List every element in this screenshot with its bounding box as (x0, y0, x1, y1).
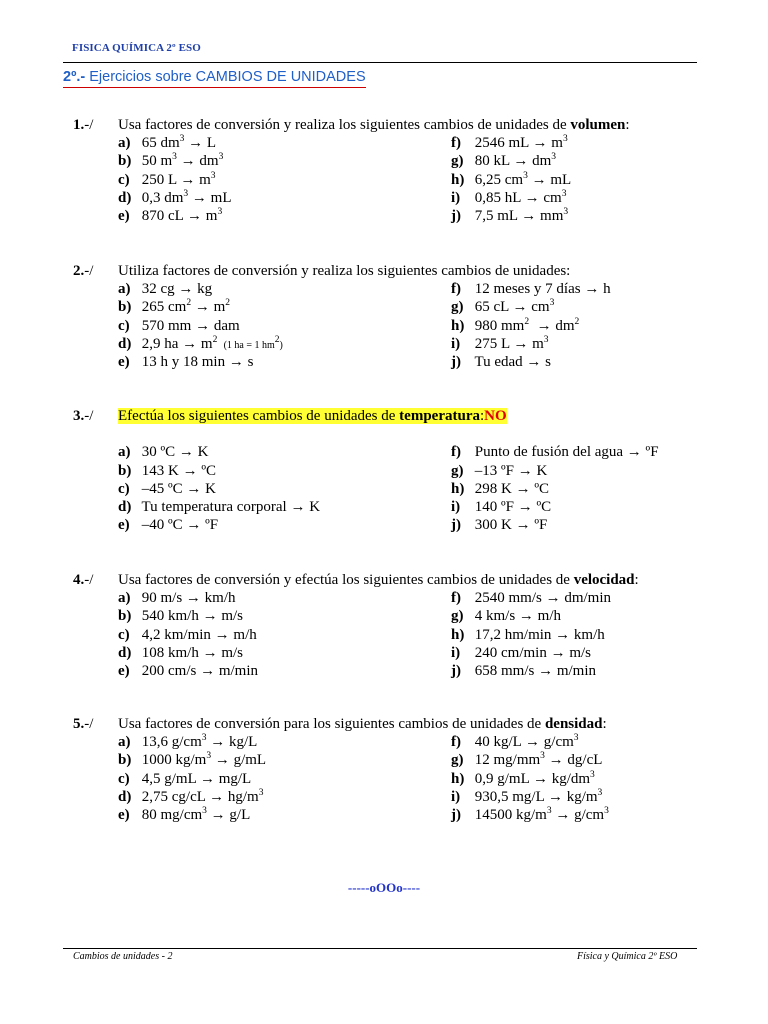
items-right (451, 134, 571, 225)
list-item: j) 7,5 mL → $mm^3$ (451, 206, 569, 224)
items-left (118, 589, 258, 680)
list-item: g) 65 cL → $cm^3$ (451, 298, 555, 316)
list-item: i) 240 cm/min → m/s (451, 644, 591, 661)
list-item: b) 265 $cm^2 \to m^2$ (118, 298, 230, 316)
list-item: f) Punto de fusión del agua → ºF (451, 444, 659, 461)
list-item: a) 90 m/s → km/h (118, 590, 236, 607)
items-left (118, 733, 266, 824)
list-item: i) 0,85 hL → $cm^3$ (451, 188, 567, 206)
title-text: Ejercicios sobre (85, 69, 196, 85)
page-title (63, 69, 366, 88)
items-right (451, 443, 659, 534)
list-item: g) 4 km/s → m/h (451, 608, 562, 625)
list-item: a) 32 cg → kg (118, 281, 213, 298)
items-right (451, 733, 609, 824)
exercise-intro: Usa factores de conversión y realiza los siguientes cambios de unidades de volumen: (118, 117, 630, 133)
list-item: b) 143 K → ºC (118, 462, 216, 479)
list-item: g) 80 kL → $dm^3$ (451, 152, 557, 170)
list-item: h) 298 K → ºC (451, 480, 549, 497)
title-emph: CAMBIOS DE UNIDADES (195, 69, 366, 85)
list-item: j) Tu edad → s (451, 353, 552, 370)
items-left (118, 280, 283, 371)
list-item: e) 80 $mg/cm^3 \to g/L$ (118, 805, 251, 823)
exercise-number: 4.-/ (73, 572, 94, 588)
list-item: d) 2,75 $cg/cL \to hg/m^3$ (118, 787, 264, 805)
list-item: c) 570 mm → dam (118, 317, 240, 334)
list-item: j) 300 K → ºF (451, 517, 548, 534)
items-left (118, 443, 320, 534)
list-item: b) 540 km/h → m/s (118, 608, 244, 625)
list-item: a) 13,6 $g/cm^3 \to kg/L$ (118, 733, 258, 751)
list-item: c) 4,5 g/mL → mg/L (118, 770, 252, 787)
list-item: h) 17,2 hm/min → km/h (451, 626, 605, 643)
list-item: c) 4,2 km/min → m/h (118, 626, 257, 643)
items-right (451, 589, 611, 680)
header-divider (63, 62, 697, 63)
list-item: f) 2546 mL → $m^3$ (451, 134, 568, 152)
list-item: h) 6,25 $cm^3$ → mL (451, 170, 572, 188)
list-item: e) 200 cm/s → m/min (118, 662, 258, 679)
no-flag: NO (484, 408, 507, 424)
list-item: d) Tu temperatura corporal → K (118, 498, 321, 515)
list-item: b) 1000 $kg/m^3 \to g/mL$ (118, 751, 267, 769)
list-item: f) 40 $kg/L \to g/cm^3$ (451, 733, 579, 751)
list-item: d) 2,9 ha → $m^2$ (1 ha = 1 $hm^2$) (118, 334, 283, 352)
list-item: h) 980 $mm^2 \to dm^2$ (451, 316, 580, 334)
end-mark: -----oOOo---- (347, 880, 421, 895)
exercise-intro: Utiliza factores de conversión y realiza los siguientes cambios de unidades: (118, 263, 571, 279)
list-item: d) 0,3 $dm^3$ → mL (118, 188, 232, 206)
exercise-intro: Efectúa los siguientes cambios de unidades de temperatura:NO (118, 408, 507, 424)
list-item: a) 30 ºC → K (118, 444, 209, 461)
list-item: a) 65 $dm^3 \to L$ (118, 134, 217, 152)
list-item: e) 870 cL → $m^3$ (118, 206, 223, 224)
list-item: c) –45 ºC → K (118, 480, 216, 497)
items-right (451, 280, 611, 371)
list-item: g) –13 ºF → K (451, 462, 548, 479)
list-item: f) 2540 mm/s → dm/min (451, 590, 612, 607)
title-prefix: 2º.- (63, 69, 86, 85)
exercise-number: 3.-/ (73, 408, 94, 424)
list-item: d) 108 km/h → m/s (118, 644, 244, 661)
header-course: FISICA QUÍMICA 2º ESO (72, 42, 201, 54)
footer-right: Física y Química 2º ESO (577, 951, 678, 962)
footer-divider (63, 948, 697, 949)
exercise-intro: Usa factores de conversión y efectúa los siguientes cambios de unidades de velocidad: (118, 572, 639, 588)
list-item: j) 14500 $kg/m^3 \to g/cm^3$ (451, 805, 609, 823)
exercise-number: 2.-/ (73, 263, 94, 279)
exercise-number: 1.-/ (73, 117, 94, 133)
list-item: i) 930,5 $mg/L \to kg/m^3$ (451, 787, 603, 805)
list-item: e) 13 h y 18 min → s (118, 353, 254, 370)
list-item: h) 0,9 $g/mL \to kg/dm^3$ (451, 769, 595, 787)
list-item: i) 275 $L \to m^3$ (451, 334, 549, 352)
items-left (118, 134, 232, 225)
footer-left: Cambios de unidades - 2 (73, 951, 173, 962)
exercise-number: 5.-/ (73, 716, 94, 732)
exercise-intro: Usa factores de conversión para los siguientes cambios de unidades de densidad: (118, 716, 607, 732)
list-item: b) 50 $m^3 \to dm^3$ (118, 152, 224, 170)
list-item: g) 12 $mg/mm^3 \to dg/cL$ (451, 751, 603, 769)
list-item: c) 250 $L \to m^3$ (118, 170, 216, 188)
list-item: f) 12 meses y 7 días → h (451, 281, 611, 298)
list-item: e) –40 ºC → ºF (118, 517, 219, 534)
list-item: i) 140 ºF → ºC (451, 498, 552, 515)
list-item: j) 658 mm/s → m/min (451, 662, 597, 679)
